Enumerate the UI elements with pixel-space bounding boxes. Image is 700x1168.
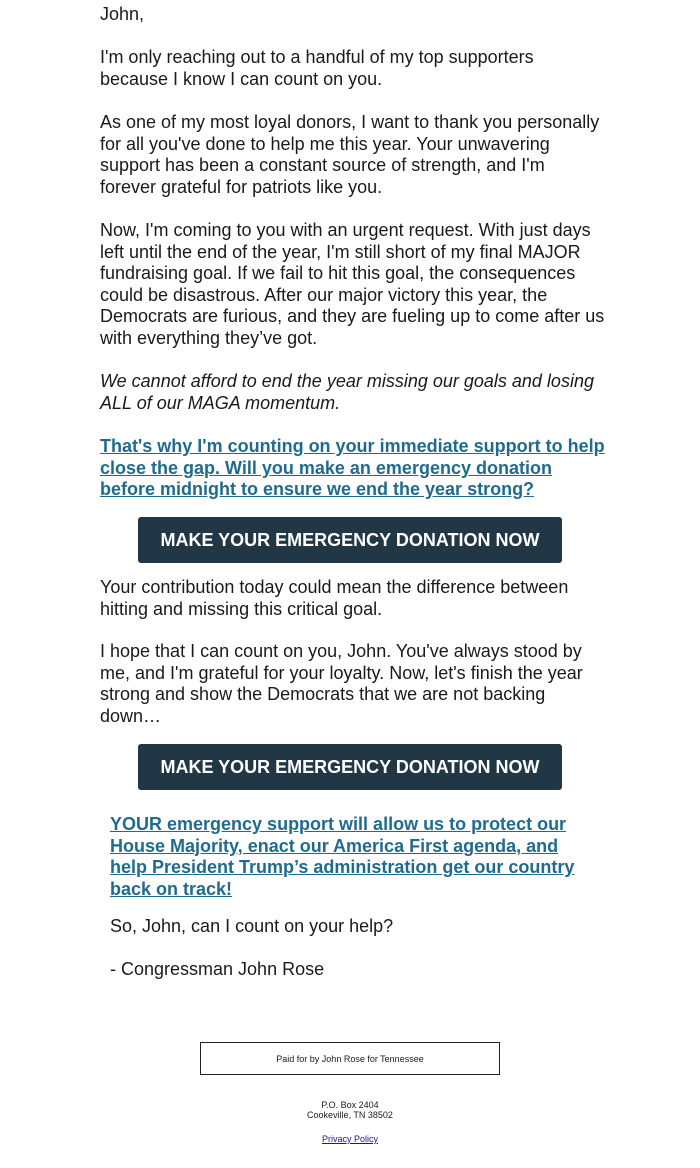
- paragraph-urgent-request: Now, I'm coming to you with an urgent request. With just days left until the end of the year, I'm still short of my final MAJOR fundraising goal. If we fail to hit this goal, the consequences could be disastrous. After our major victory this year, the Democrats are furious, and they are fueling up to come after us with everything they’ve got.: [100, 220, 605, 348]
- privacy-policy-link[interactable]: Privacy Policy: [321, 1134, 378, 1144]
- paragraph-momentum: We cannot afford to end the year missing our goals and losing ALL of our MAGA momentum.: [100, 371, 594, 413]
- paragraph-contribution: Your contribution today could mean the difference between hitting and missing this critical goal.: [100, 577, 569, 619]
- signature: - Congressman John Rose: [110, 959, 325, 979]
- closing-question: So, John, can I count on your help?: [110, 916, 394, 936]
- house-majority-link[interactable]: YOUR emergency support will allow us to protect our House Majority, enact our America First agenda, and help President Trump’s administration get our country back on track!: [110, 814, 575, 899]
- paragraph-thanks: As one of my most loyal donors, I want to thank you personally for all you've done to help me this year. Your unwavering support has been a constant source of strength, and I'm forever grateful for patriots like you.: [100, 112, 600, 197]
- address-line-2: Cookeville, TN 38502: [307, 1110, 393, 1120]
- paragraph-loyalty: I hope that I can count on you, John. You've always stood by me, and I'm grateful for your loyalty. Now, let's finish the year strong and show the Democrats that we are not backing down…: [100, 641, 583, 726]
- donation-appeal-link[interactable]: That's why I'm counting on your immediate support to help close the gap. Will you make an emergency donation before midnight to ensure we end the year strong?: [100, 436, 605, 500]
- address-line-1: P.O. Box 2404: [321, 1100, 379, 1110]
- greeting: John,: [100, 4, 145, 24]
- privacy-footer: [0, 1134, 700, 1144]
- donate-button-secondary[interactable]: MAKE YOUR EMERGENCY DONATION NOW: [138, 744, 562, 790]
- paid-for-disclaimer: [200, 1042, 500, 1075]
- paid-for-text: Paid for by John Rose for Tennessee: [276, 1053, 424, 1064]
- paragraph-intro: I'm only reaching out to a handful of my top supporters because I know I can count on you.: [100, 47, 534, 89]
- donate-button-primary[interactable]: MAKE YOUR EMERGENCY DONATION NOW: [138, 517, 562, 563]
